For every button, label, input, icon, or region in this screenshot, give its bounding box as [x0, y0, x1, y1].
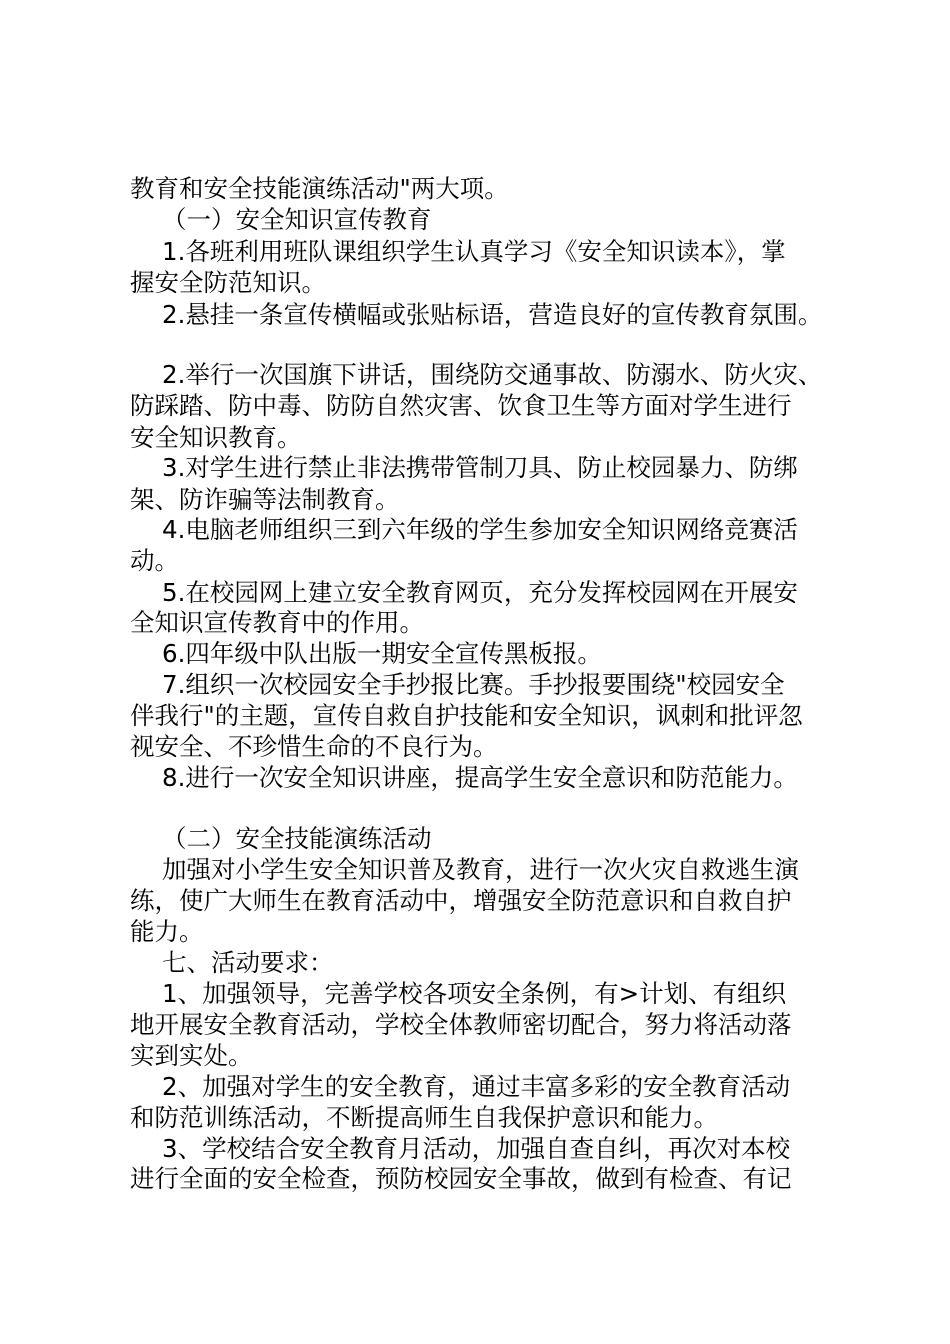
text-line: 3、学校结合安全教育月活动，加强自查自纠，再次对本校: [162, 1134, 791, 1163]
text-line: 进行全面的安全检查，预防校园安全事故，做到有检查、有记: [130, 1164, 792, 1193]
text-line: 练，使广大师生在教育活动中，增强安全防范意识和自救自护: [130, 886, 792, 915]
text-line: 6.四年级中队出版一期安全宣传黑板报。: [162, 639, 602, 668]
text-line: 动。: [130, 546, 179, 575]
text-line: 2.悬挂一条宣传横幅或张贴标语，营造良好的宣传教育氛围。: [162, 300, 823, 329]
text-line: 视安全、不珍惜生命的不良行为。: [130, 732, 498, 761]
text-line: 握安全防范知识。: [130, 268, 326, 297]
text-line: 防踩踏、防中毒、防防自然灾害、饮食卫生等方面对学生进行: [130, 391, 792, 420]
text-line: 8.进行一次安全知识讲座，提高学生安全意识和防范能力。: [162, 763, 798, 792]
text-line: 地开展安全教育活动，学校全体教师密切配合，努力将活动落: [130, 1010, 792, 1039]
text-line: 实到实处。: [130, 1041, 253, 1070]
text-line: 能力。: [130, 917, 204, 946]
text-line: 全知识宣传教育中的作用。: [130, 608, 424, 637]
text-line: 伴我行"的主题，宣传自救自护技能和安全知识，讽刺和批评忽: [130, 701, 803, 730]
text-line: 3.对学生进行禁止非法携带管制刀具、防止校园暴力、防绑: [162, 453, 798, 482]
text-line: 教育和安全技能演练活动"两大项。: [130, 174, 509, 203]
text-line: 1、加强领导，完善学校各项安全条例，有>计划、有组织: [162, 979, 787, 1008]
text-line: 1.各班利用班队课组织学生认真学习《安全知识读本》，掌: [162, 237, 786, 266]
text-line: 7.组织一次校园安全手抄报比赛。手抄报要围绕"校园安全: [162, 670, 785, 699]
section-heading: 七、活动要求：: [162, 948, 334, 977]
section-heading: （一）安全知识宣传教育: [162, 205, 432, 234]
text-line: 2.举行一次国旗下讲话，围绕防交通事故、防溺水、防火灾、: [162, 360, 823, 389]
text-line: 4.电脑老师组织三到六年级的学生参加安全知识网络竞赛活: [162, 515, 798, 544]
text-line: 加强对小学生安全知识普及教育，进行一次火灾自救逃生演: [162, 855, 799, 884]
section-heading: （二）安全技能演练活动: [162, 824, 432, 853]
text-line: 安全知识教育。: [130, 423, 302, 452]
text-line: 2、加强对学生的安全教育，通过丰富多彩的安全教育活动: [162, 1072, 791, 1101]
text-line: 和防范训练活动，不断提高师生自我保护意识和能力。: [130, 1103, 718, 1132]
text-line: 5.在校园网上建立安全教育网页，充分发挥校园网在开展安: [162, 578, 798, 607]
text-line: 架、防诈骗等法制教育。: [130, 485, 400, 514]
